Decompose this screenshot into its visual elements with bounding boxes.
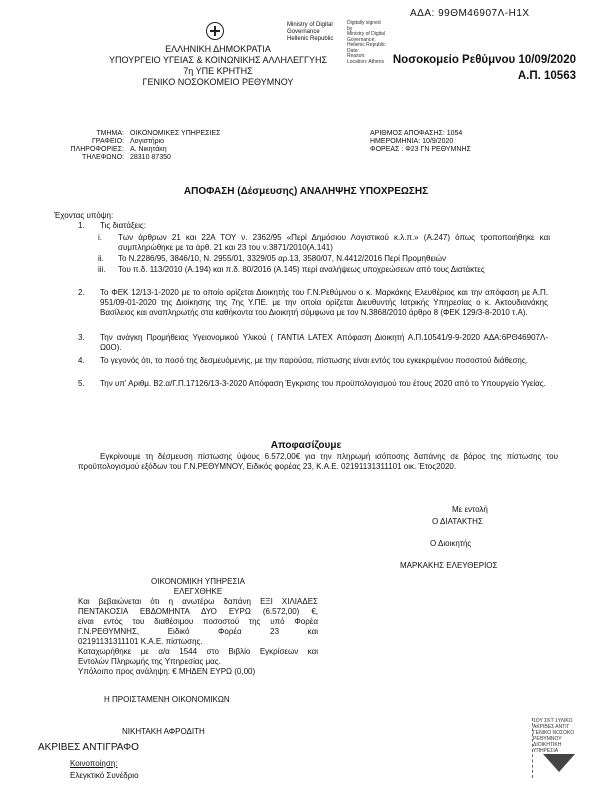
info-key: ΠΛΗΡΟΦΟΡΙΕΣ: (70, 146, 124, 153)
official-stamp (532, 718, 577, 778)
finance-block (78, 577, 318, 677)
ada-code: ΑΔΑ: 99ΘΜ46907Λ-Η1Χ (410, 8, 530, 19)
sub-item (98, 233, 550, 253)
info-row (60, 138, 220, 146)
notify-recipient: Ελεγκτικό Συνέδριο (70, 771, 139, 780)
director-label: Ο Διοικητής (430, 539, 472, 548)
sub-item-text: Του π.δ. 113/2010 (Α.194) και π.δ. 80/2016 (Α.145) περί αναλήψεως υποχρεώσεων από τους Διατάκτες (118, 265, 485, 274)
having-label: Έχοντας υπόψη: (54, 211, 114, 220)
finance-line: 02191131311101 Κ.Α.Ε. πίστωσης. (78, 637, 203, 646)
info-left (60, 130, 220, 162)
republic-label: ΕΛΛΗΝΙΚΗ ΔΗΜΟΚΡΑΤΙΑ (165, 44, 271, 54)
signature-line: Date: (347, 47, 359, 54)
sub-item-number: iii. (98, 265, 106, 274)
item-text: Τις διατάξεις: (100, 221, 146, 230)
info-value: Α. Νικητάκη (130, 146, 167, 153)
list-item (78, 288, 548, 318)
decision-heading: Αποφασίζουμε (270, 440, 342, 451)
sub-item-number: ii. (98, 254, 104, 263)
order-label: Με εντολή (452, 505, 488, 514)
stamp-triangle-icon (543, 754, 575, 772)
issuer-label: Ο ΔΙΑΤΑΚΤΗΣ (432, 517, 483, 526)
info-key: ΤΜΗΜΑ: (96, 130, 124, 137)
item-number: 5. (78, 379, 85, 388)
stamp-line: ΓΕΝΙΚΟ ΝΟΣΟΚΟ (533, 730, 575, 736)
item-text: Την υπ' Αριθμ. Β2.α/Γ.Π.17126/13-3-2020 Απόφαση Έγκρισης του προϋπολογισμού του έτους 2020 από το Υπουργείο Υγείας. (100, 379, 546, 388)
decision-date: ΗΜΕΡΟΜΗΝΙΑ: 10/9/2020 (370, 138, 454, 145)
sub-item (98, 254, 550, 264)
government-header (60, 44, 376, 88)
exact-copy-label: ΑΚΡΙΒΕΣ ΑΝΤΙΓΡΑΦΟ (38, 742, 139, 753)
finance-dept: ΟΙΚΟΝΟΜΙΚΗ ΥΠΗΡΕΣΙΑ (151, 577, 245, 586)
document-title: ΑΠΟΦΑΣΗ (Δέσμευσης) ΑΝΑΛΗΨΗΣ ΥΠΟΧΡΕΩΣΗΣ (183, 186, 429, 197)
item-text: Την ανάγκη Προμήθειας Υγειονομικού Υλικού ( ΓΑΝΤΙΑ LATEX Απόφαση Διοικητή Α.Π.10541/9-9-2020 ΑΔΑ:6ΡΘ46907Λ-Ω0Ο). (100, 333, 548, 352)
signature-line: Reason: (347, 53, 366, 59)
list-item (78, 221, 548, 231)
list-item (78, 333, 548, 353)
finance-line: Και βεβαιώνεται ότι η ανωτέρω δαπάνη ΕΞΙ ΧΙΛΙΑΔΕΣ (78, 597, 318, 606)
info-value: Λογιστήριο (130, 138, 165, 145)
stamp-line: 1ΟΥ ΣΚΤ 1ΥΛΙΚΟ (533, 718, 573, 724)
notify-title: Κοινοποίηση: (70, 759, 118, 768)
signature-line: Governance, (347, 36, 376, 43)
mdg-line: Governance (287, 29, 320, 35)
finance-line: ΠΕΝΤΑΚΟΣΙΑ ΕΒΔΟΜΗΝΤΑ ΔΥΟ ΕΥΡΩ (6.572,00) €, (78, 607, 318, 616)
stamp-line: ΡΕΘΥΜΝΟΥ (533, 736, 562, 742)
sub-item-text: Το Ν.2286/95, 3846/10, Ν. 2955/01, 3329/05 αρ.13, 3580/07, Ν.4412/2016 Περί Προμηθειών (118, 254, 447, 263)
sub-item-text: Των άρθρων 21 και 22Α ΤΟΥ ν. 2362/95 «Περί Δημόσιου Λογιστικού κ.λ.π.» (Α.247) όπως τροποποιήθηκε και συμπληρώθηκε με τα άρθ. 21 και 23 του ν.3871/2010(Α.141) (118, 233, 550, 252)
decision-number: ΑΡΙΘΜΟΣ ΑΠΟΦΑΣΗΣ: 1054 (370, 130, 463, 137)
registered-line: Καταχωρήθηκε με α/α 1544 στο Βιβλίο Εγκρίσεων και (78, 647, 318, 656)
signature-line: Ministry of Digital (347, 31, 386, 37)
stamp-line: ΥΠΗΡΕΣΙΑ (533, 748, 559, 754)
decision-text: Εγκρίνουμε τη δέσμευση πίστωσης ύψους 6.572,00€ για την πληρωμή ισόποσης δαπάνης σε βάρος της πίστωσης του προϋπολογισμού εξόδων του Γ.Ν.ΡΕΘΥΜΝΟΥ, Ειδικός φορέας 23, Κ.Α.Ε. 02191131311101 οικ. Έτος2020. (78, 452, 558, 471)
sub-item (98, 265, 550, 275)
sub-item-number: i. (98, 233, 102, 242)
region-label: 7η ΥΠΕ ΚΡΗΤΗΣ (183, 66, 253, 76)
finance-line: είναι εντός του διαθέσιμου ποσοστού της υπό Φορέα (78, 617, 318, 626)
info-value: 28310 87350 (130, 154, 171, 161)
signer-name: ΜΑΡΚΑΚΗΣ ΕΛΕΥΘΕΡΙΟΣ (400, 561, 498, 570)
mdg-line: Ministry of Digital (287, 22, 333, 28)
list-item (78, 379, 548, 389)
info-value: ΟΙΚΟΝΟΜΙΚΕΣ ΥΠΗΡΕΣΙΕΣ (130, 130, 221, 137)
info-key: ΓΡΑΦΕΙΟ: (91, 138, 124, 145)
info-key: ΤΗΛΕΦΩΝΟ: (82, 154, 124, 161)
greek-cross-seal-icon (206, 22, 224, 40)
item-number: 3. (78, 333, 85, 342)
finance-head-name: ΝΙΚΗΤΑΚΗ ΑΦΡΟΔΙΤΗ (122, 727, 205, 736)
info-row (60, 154, 220, 162)
info-row (60, 130, 220, 138)
finance-checked: ΕΛΕΓΧΘΗΚΕ (173, 587, 223, 596)
registered-line: Εντολών Πληρωμής της Υπηρεσίας μας. (78, 657, 221, 666)
mdg-label (287, 22, 337, 43)
signature-line: Digitally signed by (347, 20, 381, 32)
signature-line: Location: Athens (347, 58, 384, 65)
finance-line: Γ.Ν.ΡΕΘΥΜΝΗΣ, Ειδικό Φορέα 23 και (78, 627, 318, 636)
ministry-label: ΥΠΟΥΡΓΕΙΟ ΥΓΕΙΑΣ & ΚΟΙΝΩΝΙΚΗΣ ΑΛΛΗΛΕΓΓΥΗΣ (108, 55, 328, 65)
mdg-line: Hellenic Republic (287, 36, 334, 42)
protocol-number: Α.Π. 10563 (517, 70, 576, 82)
remaining-amount: Υπόλοιπο προς ανάληψη: € ΜΗΔΕΝ ΕΥΡΩ (0,00) (78, 667, 256, 676)
item-number: 2. (78, 288, 85, 297)
info-right (370, 130, 471, 154)
item-text: Το ΦΕΚ 12/13-1-2020 με το οποίο ορίζεται Διοικητής του Γ.Ν.Ρεθύμνου ο κ. Μαρκάκης Ελευθέριος και την απόφαση με Α.Π. 951/09-01-2020 της Διοίκησης της 7ης Υ.ΠΕ. με την οποία ορίζεται Διευθυντής Ιατρικής Υπηρεσίας ο κ. Ακτουδιανάκης Βασίλειος και αναπληρωτής στα καθήκοντα του Διοικητή σύμφωνα με τον Ν.3868/2010 άρθρο 8 (ΦΕΚ 129/3-8-2010 τ.Α). (100, 288, 548, 317)
item-number: 1. (78, 221, 85, 230)
signature-line: Hellenic Republic (347, 42, 386, 48)
finance-head-title: Η ΠΡΟΙΣΤΑΜΕΝΗ ΟΙΚΟΝΟΜΙΚΩΝ (104, 695, 230, 704)
stamp-line: ΔΙΟΙΚΗΤΙΚΗ (533, 742, 562, 748)
list-item (78, 356, 548, 366)
hospital-label: ΓΕΝΙΚΟ ΝΟΣΟΚΟΜΕΙΟ ΡΕΘΥΜΝΟΥ (142, 77, 294, 87)
info-row (60, 146, 220, 154)
item-number: 4. (78, 356, 85, 365)
item-text: Το γεγονός ότι, το ποσό της δεσμευόμενης, με την παρούσα, πίστωσης είναι εντός του εγκεκριμένου ποσοστού διάθεσης. (100, 356, 528, 365)
stamp-line: ΑΚΡΙΒΕΣ ΑΝΤΙΓ (533, 724, 570, 730)
place-date: Νοσοκομείο Ρεθύμνου 10/09/2020 (392, 54, 576, 66)
decision-body: ΦΟΡΕΑΣ : Φ23 ΓΝ ΡΕΘΥΜΝΗΣ (370, 146, 471, 153)
